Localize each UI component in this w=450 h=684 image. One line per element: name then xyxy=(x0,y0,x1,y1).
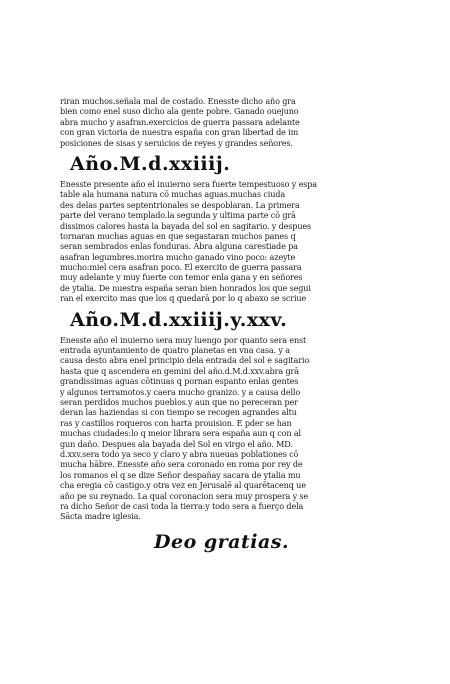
text-line: ras y castillos roqueros con harta prouision. E pder se han xyxy=(60,417,292,428)
text-line: seran perdidos muchos pueblos.y aun que no pereceran per xyxy=(60,396,298,407)
text-line: dissimos calores hasta la bayada del sol en sagitario. y despues xyxy=(60,220,312,231)
text-line: asafran legumbres.morira mucho ganado vino poco: azeyte xyxy=(60,251,296,262)
text-line: mucho:miel cera asafran poco. El exercito de guerra passara xyxy=(60,262,302,273)
text-line: ran el exercito mas que los q quedarā por lo q abaxo se scriue xyxy=(60,293,307,304)
text-line: deran las haziendas si con tiempo se recogen agrandes altu xyxy=(60,407,297,418)
text-line: hasta que q ascendera en gemini del año.d.M.d.xxv.abra grā xyxy=(60,365,299,376)
text-line: de ytalia. De nuestra españa seran bien honrados los que segui xyxy=(60,282,311,293)
text-line: posiciones de sisas y seruicios de reyes y grandes señores. xyxy=(60,137,293,148)
text-line: riran muchos.señala mal de costado. Enesste dicho año gra xyxy=(60,96,296,106)
paragraph-1 xyxy=(60,96,358,148)
text-line: muy adelante y muy fuerte con temor enla gana y en señores xyxy=(60,272,303,283)
text-line: Enesste presente año el inuierno sera fuerte tempestuoso y espa xyxy=(60,178,317,189)
text-line: grandissimas aguas cōtinuas q pornan espanto enlas gentes xyxy=(60,376,299,387)
text-line: los romanos el q se dize Señor despañay sacara de ytalia mu xyxy=(60,469,301,480)
text-line: tornaran muchas aguas en que segastaran muchos panes q xyxy=(60,230,296,241)
text-line: causa desto abra enel principio dela entrada del sol e sagitario xyxy=(60,355,310,366)
text-line: des delas partes septentrionales se despoblaran. La primera xyxy=(60,199,300,210)
text-line: ra dicho Señor de casi toda la tierra:y todo sera a fuerço dela xyxy=(60,500,304,511)
text-block xyxy=(60,96,358,554)
text-line: muchas ciudades:lo q meior librara sera españa aun q con al xyxy=(60,428,301,439)
text-line: d.xxv.sera todo ya seco y claro y abra nueuas poblationes cō xyxy=(60,448,299,459)
text-line: entrada ayuntamiento de quatro planetas en vna casa. y a xyxy=(60,345,290,356)
text-line: cha eregia cō castigo.y otra vez en Jerusalē al quarētacenq ue xyxy=(60,480,306,491)
year-heading-1524: Año.M.d.xxiiij. xyxy=(70,152,231,175)
text-line: table ala humana natura cō muchas aguas.muchas ciuda xyxy=(60,189,285,200)
text-line: Enesste año el inuierno sera muy luengo por quanto sera enst xyxy=(60,334,307,345)
text-line: año pe su reynado. La qual coronacion sera muy prospera y se xyxy=(60,490,309,501)
paragraph-2 xyxy=(60,179,358,304)
text-line: Sācta madre iglesia. xyxy=(60,511,141,522)
text-line: y algunos terramotos.y caera mucho granizo. y a causa dello xyxy=(60,386,301,397)
paragraph-3 xyxy=(60,335,358,522)
text-line: mucha hābre. Enesste año sera coronado en roma por rey de xyxy=(60,459,303,470)
text-line: abra mucho y asafran.exercicios de guerra passara adelante xyxy=(60,116,300,127)
text-line: gun daño. Despues ala bayada del Sol en virgo el año. MD. xyxy=(60,438,293,449)
text-line: parte del verano templado.la segunda y ultima parte cō grā xyxy=(60,210,296,221)
text-line: con gran victoria de nuestra españa con gran libertad de im xyxy=(60,127,299,138)
closing-deo-gratias: Deo gratias. xyxy=(154,530,290,553)
text-line: seran sembrados enlas fonduras. Abra alguna carestiade pa xyxy=(60,241,298,252)
year-heading-1524-1525: Año.M.d.xxiiij.y.xxv. xyxy=(70,308,288,331)
text-line: bien como enel suso dicho ala gente pobre. Ganado ouejuno xyxy=(60,106,299,117)
